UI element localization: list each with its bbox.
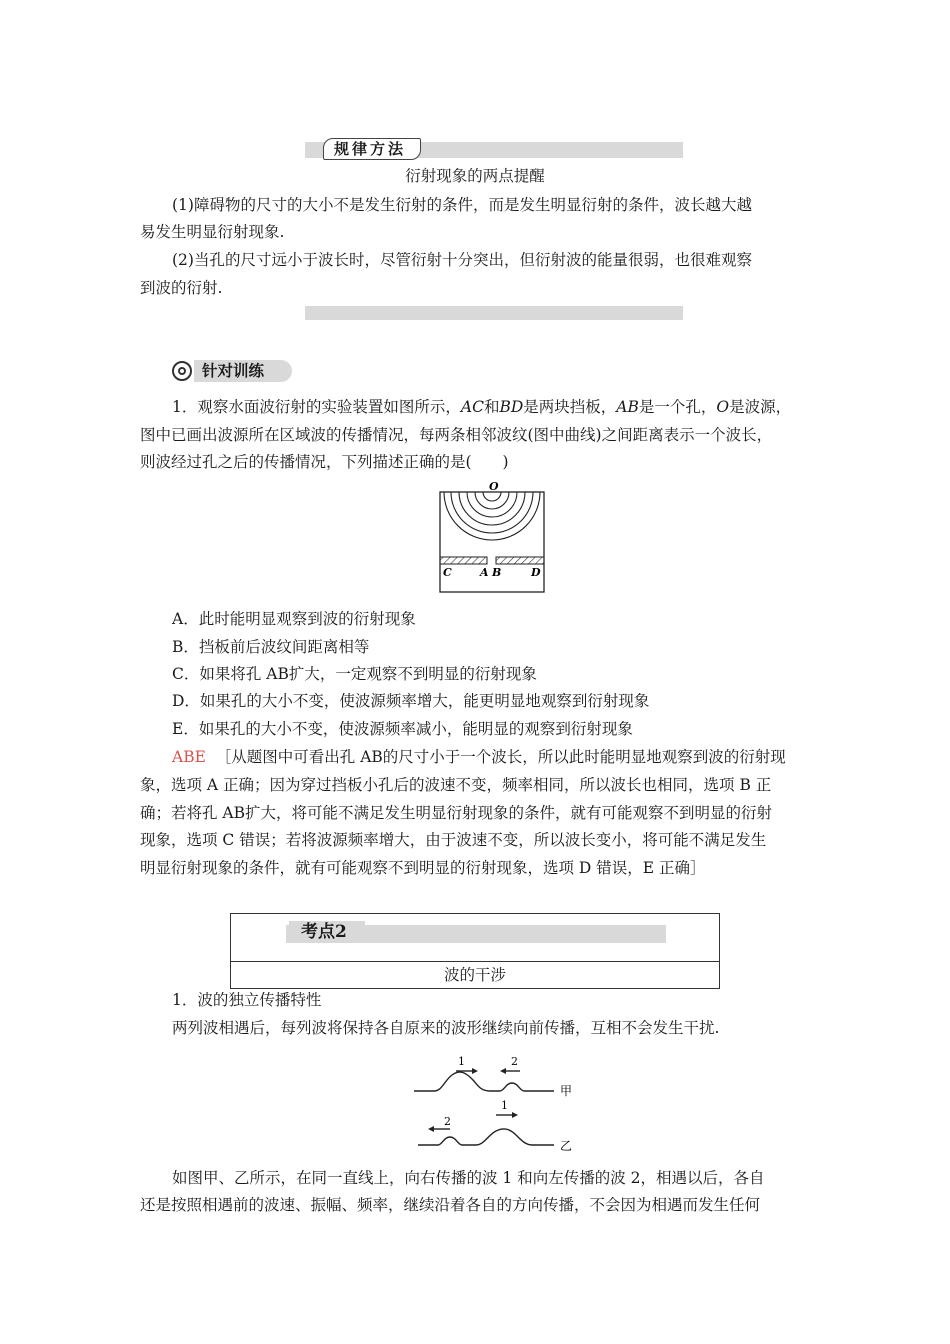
diffraction-figure (437, 478, 549, 596)
label-a: A (480, 566, 489, 579)
rule-p1-line2: 易发生明显衍射现象. (140, 223, 285, 241)
explain-line5: 明显衍射现象的条件，就有可能观察不到明显的衍射现象，选项 D 错误，E 正确］ (140, 859, 706, 877)
label-wave1-jia: 1 (458, 1055, 465, 1068)
rule-title: 衍射现象的两点提醒 (405, 167, 545, 185)
answer-line1: ABE ［从题图中可看出孔 AB的尺寸小于一个波长，所以此时能明显地观察到波的衍射现 (172, 748, 786, 766)
training-tag: 针对训练 (194, 360, 292, 382)
kaodian-box (230, 913, 720, 989)
option-e: E．如果孔的大小不变，使波源频率减小，能明显的观察到衍射现象 (172, 720, 633, 738)
option-c: C．如果将孔 AB扩大，一定观察不到明显的衍射现象 (172, 665, 537, 683)
rule-method-tag: 规律方法 (323, 138, 421, 160)
rule-method-header (305, 138, 683, 158)
explain-line2: 象，选项 A 正确；因为穿过挡板小孔后的波速不变，频率相同，所以波长也相同，选项 B 正 (140, 776, 772, 794)
explain-line3: 确；若将孔 AB扩大，将可能不满足发生明显衍射现象的条件，就有可能观察不到明显的衍射 (140, 804, 773, 822)
baffle-bd (496, 557, 544, 564)
answer-key: ABE (172, 748, 206, 766)
option-d: D．如果孔的大小不变，使波源频率增大，能更明显地观察到衍射现象 (172, 692, 650, 710)
explain-line4: 现象，选项 C 错误；若将波源频率增大，由于波速不变，所以波长变小，将可能不满足发生 (140, 831, 767, 849)
wave-line-yi (418, 1129, 554, 1145)
label-b: B (492, 566, 502, 579)
option-b: B．挡板前后波纹间距离相等 (172, 638, 370, 656)
label-yi: 乙 (560, 1139, 573, 1153)
label-jia: 甲 (560, 1084, 573, 1098)
rule-p2-line2: 到波的衍射. (140, 279, 223, 297)
option-a: A．此时能明显观察到波的衍射现象 (172, 610, 416, 628)
label-o: O (489, 480, 499, 493)
rule-p1-line1: (1)障碍物的尺寸的大小不是发生衍射的条件，而是发生明显衍射的条件，波长越大越 (172, 196, 752, 214)
label-c: C (443, 566, 452, 579)
target-icon (172, 361, 192, 381)
kaodian-p2-line1: 如图甲、乙所示，在同一直线上，向右传播的波 1 和向左传播的波 2，相遇以后，各自 (172, 1169, 765, 1187)
kaodian-p2-line2: 还是按照相遇前的波速、振幅、频率，继续沿着各自的方向传播，不会因为相遇而发生任何 (140, 1196, 761, 1214)
rule-footer-bar (305, 306, 683, 320)
question-line3: 则波经过孔之后的传播情况，下列描述正确的是( ) (140, 453, 509, 471)
kaodian-p1: 两列波相遇后，每列波将保持各自原来的波形继续向前传播，互相不会发生干扰. (172, 1019, 720, 1037)
baffle-ac (440, 557, 487, 564)
kaodian-heading1: 1．波的独立传播特性 (172, 991, 322, 1009)
rule-p2-line1: (2)当孔的尺寸远小于波长时，尽管衍射十分突出，但衍射波的能量很弱，也很难观察 (172, 251, 752, 269)
label-wave1-yi: 1 (501, 1099, 508, 1112)
wavefronts (444, 492, 540, 540)
kaodian-title: 波的干涉 (443, 966, 506, 984)
kaodian-tag: 考点2 (289, 921, 365, 943)
label-wave2-yi: 2 (444, 1115, 451, 1128)
wave-figure (408, 1045, 578, 1163)
question-line1: 1．观察水面波衍射的实验装置如图所示，AC和BD是两块挡板，AB是一个孔，O是波源， (172, 398, 792, 416)
question-line2: 图中已画出波源所在区域波的传播情况，每两条相邻波纹(图中曲线)之间距离表示一个波长， (140, 426, 773, 444)
label-wave2-jia: 2 (511, 1055, 518, 1068)
label-d: D (531, 566, 541, 579)
wave-line-jia (414, 1072, 554, 1091)
